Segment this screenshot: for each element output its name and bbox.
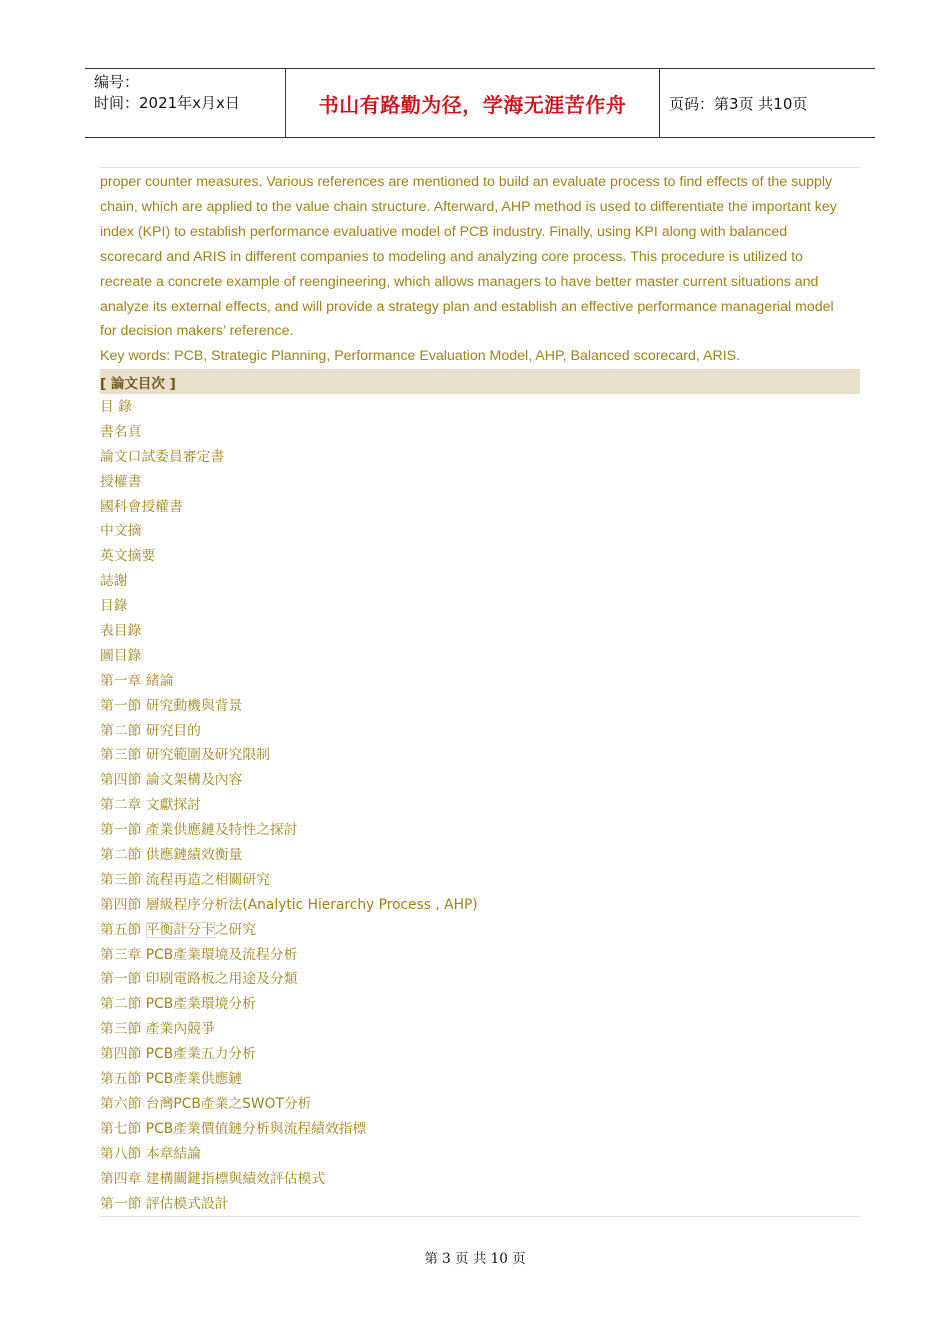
toc-item: 書名頁: [100, 423, 142, 440]
toc-item: 第一章 緒論: [100, 672, 174, 689]
toc-item: 第五節 PCB產業供應鏈: [100, 1071, 243, 1088]
toc-item: 第三節 產業內競爭: [100, 1021, 215, 1038]
abstract-line: for decision makers’ reference.: [100, 323, 294, 340]
abstract-section: [100, 170, 860, 369]
toc-item: 第一節 研究動機與背景: [100, 697, 243, 714]
keywords-line: Key words: PCB, Strategic Planning, Performance Evaluation Model, AHP, Balanced scorecard, ARIS.: [100, 348, 741, 365]
toc-item: 表目錄: [100, 623, 142, 640]
toc-item: 第四節 層級程序分析法(Analytic Hierarchy Process , AHP): [100, 896, 478, 913]
toc-item: 國科會授權書: [100, 498, 183, 515]
toc-item: 第七節 PCB產業價值鏈分析與流程績效指標: [100, 1120, 367, 1137]
header-motto-cell: [285, 69, 660, 137]
toc-item-suffix: 之研究: [214, 921, 257, 938]
page-info: 页码：第3页 共10页: [669, 95, 808, 113]
toc-item: 圖目錄: [100, 647, 142, 664]
toc-item-prefix: 第五節: [100, 921, 146, 938]
toc-item: 第二節 研究目的: [100, 722, 201, 739]
toc-heading-band: [100, 369, 860, 394]
toc-item: 英文摘要: [100, 548, 156, 565]
bottom-divider: [100, 1216, 860, 1217]
time-label: 时间：2021年x月x日: [94, 94, 240, 112]
toc-item: 第二節 PCB產業環境分析: [100, 996, 256, 1013]
abstract-line: recreate a concrete example of reengineering, which allows managers to have better master current situations and: [100, 273, 819, 290]
abstract-line: analyze its external effects, and will provide a strategy plan and establish an effective performance managerial model: [100, 298, 834, 315]
table-of-contents: [100, 395, 860, 1216]
toc-item: 目錄: [100, 598, 128, 615]
toc-item: 第三章 PCB產業環境及流程分析: [100, 946, 298, 963]
abstract-line: index (KPI) to establish performance evaluative model of PCB industry. Finally, using KPI along with balanced: [100, 223, 788, 240]
toc-item: 第一節 產業供應鏈及特性之探討: [100, 822, 298, 839]
toc-item: 第八節 本章結論: [100, 1145, 201, 1162]
toc-item-balanced-scorecard: [100, 918, 860, 943]
page-footer: 第 3 页 共 10 页: [424, 1251, 526, 1267]
motto-text: 书山有路勤为径，学海无涯苦作舟: [318, 93, 627, 117]
abstract-line: proper counter measures. Various references are mentioned to build an evaluate process to find effects of the supply: [100, 174, 833, 190]
toc-item: 第四節 PCB產業五力分析: [100, 1046, 256, 1063]
header-page-cell: [659, 69, 875, 137]
abstract-line: scorecard and ARIS in different companies to modeling and analyzing core process. This procedure is utilized to: [100, 248, 803, 265]
page-header: [85, 68, 875, 138]
toc-item: 目 錄: [100, 399, 132, 415]
toc-item: 第二章 文獻探討: [100, 797, 201, 814]
toc-heading: [ 論文目次 ]: [100, 376, 176, 392]
highlighted-term: 平衡計分卡: [145, 921, 215, 938]
toc-item: 誌謝: [100, 573, 128, 590]
toc-item: 第四節 論文架構及內容: [100, 772, 243, 789]
abstract-line: chain, which are applied to the value chain structure. Afterward, AHP method is used to differentiate the important key: [100, 198, 837, 215]
toc-item: 第一節 評估模式設計: [100, 1195, 229, 1212]
toc-item: 第四章 建構關鍵指標與績效評估模式: [100, 1170, 326, 1187]
top-divider: [100, 167, 860, 168]
toc-item: 中文摘: [100, 523, 142, 540]
toc-item: 第三節 研究範圍及研究限制: [100, 747, 270, 764]
toc-item: 第六節 台灣PCB產業之SWOT分析: [100, 1095, 312, 1112]
toc-item: 論文口試委員審定書: [100, 448, 225, 465]
toc-item: 授權書: [100, 473, 142, 490]
toc-item: 第二節 供應鏈績效衡量: [100, 847, 243, 864]
toc-item: 第一節 印刷電路板之用途及分類: [100, 971, 298, 988]
header-left-cell: [85, 69, 285, 137]
toc-item: 第三節 流程再造之相關研究: [100, 871, 270, 888]
number-label: 编号：: [94, 73, 140, 91]
